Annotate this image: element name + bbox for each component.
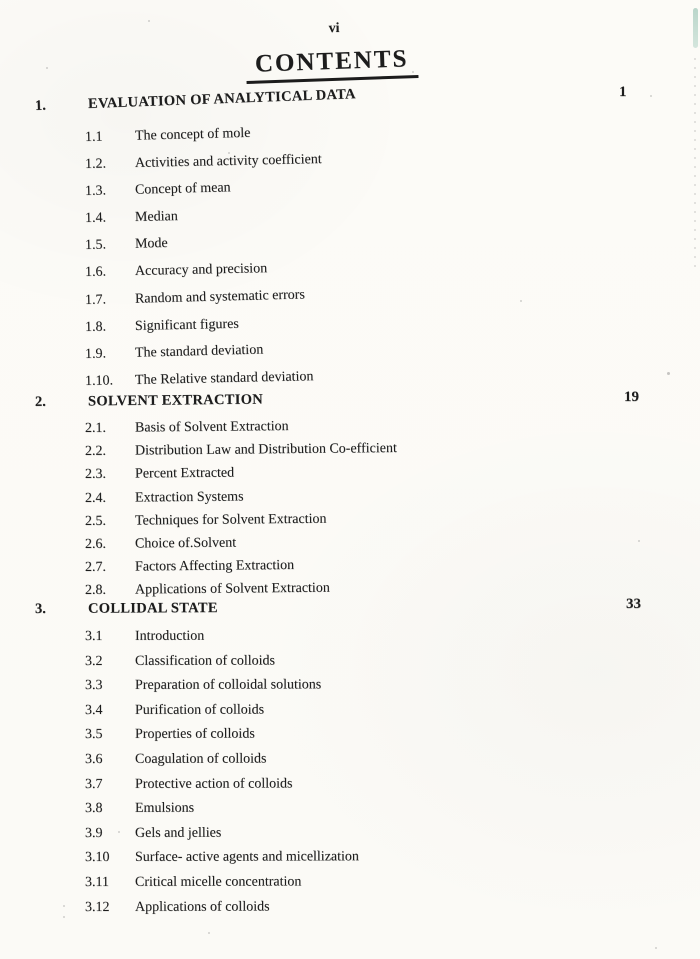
- section-title: COLLIDAL STATE: [87, 600, 218, 617]
- section-page-number: 1: [619, 84, 627, 100]
- toc-item-number: 1.6.: [84, 265, 107, 281]
- scan-edge-dotted-line: [694, 58, 696, 268]
- scan-speck: [655, 947, 657, 949]
- toc-item: [85, 845, 650, 871]
- toc-item-number: 3.3: [84, 678, 103, 694]
- toc-item-number: 3.8: [84, 801, 103, 817]
- toc-item-label: Preparation of colloidal solutions: [134, 677, 322, 694]
- scan-speck: [667, 372, 670, 375]
- toc-item-label: Coagulation of colloids: [134, 751, 267, 767]
- toc-item-label: Factors Affecting Extraction: [134, 558, 295, 575]
- toc-item-label: Extraction Systems: [134, 489, 244, 506]
- toc-item-label: The Relative standard deviation: [134, 369, 314, 388]
- toc-item-number: 2.1.: [84, 420, 107, 436]
- scan-speck: [228, 152, 230, 154]
- toc-item-label: Techniques for Solvent Extraction: [134, 511, 327, 529]
- toc-item-number: 3.4: [84, 702, 103, 718]
- toc-item-number: 3.2: [84, 653, 103, 669]
- scan-speck: [412, 71, 414, 73]
- toc-item: [85, 722, 650, 748]
- section-title: EVALUATION OF ANALYTICAL DATA: [87, 86, 357, 113]
- toc-item-number: 1.10.: [84, 373, 114, 389]
- toc-item-label: Surface- active agents and micellization: [134, 849, 359, 866]
- toc-item: [85, 697, 650, 723]
- toc-item-label: Gels and jellies: [134, 825, 222, 841]
- toc-item-number: 3.7: [84, 776, 103, 792]
- folio-page-number: vi: [328, 20, 340, 37]
- section-items: [85, 124, 650, 395]
- toc-item-number: 1.9.: [84, 346, 107, 362]
- toc-item-number: 2.4.: [84, 490, 107, 506]
- toc-item-label: Critical micelle concentration: [134, 874, 302, 890]
- toc-item-label: Purification of colloids: [134, 702, 265, 718]
- scan-speck: [208, 932, 210, 934]
- toc-item-number: 3.1: [84, 628, 103, 644]
- toc-item: [85, 771, 650, 797]
- toc-item: [85, 869, 650, 895]
- scan-speck: [63, 916, 65, 918]
- toc-item-label: Significant figures: [134, 316, 239, 334]
- toc-item: [85, 648, 650, 674]
- page-title: CONTENTS: [246, 45, 419, 84]
- toc-item-label: Introduction: [134, 628, 205, 644]
- toc-item-number: 2.7.: [84, 559, 107, 576]
- toc-item-number: 3.11: [84, 874, 110, 890]
- toc-item-label: Applications of Solvent Extraction: [134, 580, 330, 598]
- toc-item-number: 1.7.: [84, 292, 107, 308]
- toc-item-label: Mode: [134, 236, 168, 253]
- toc-item-number: 3.9: [84, 825, 103, 841]
- toc-item-number: 2.2.: [84, 443, 107, 460]
- toc-item-label: The standard deviation: [134, 342, 264, 361]
- toc-section-1: [34, 86, 650, 395]
- scan-speck: [118, 831, 120, 833]
- toc-item: [85, 820, 650, 846]
- scan-speck: [46, 67, 48, 69]
- toc-item: [85, 894, 650, 920]
- toc-item-number: 2.6.: [84, 536, 107, 552]
- section-number: 2.: [34, 393, 46, 410]
- toc-item: [85, 673, 650, 699]
- toc-item-label: Properties of colloids: [134, 726, 255, 743]
- section-page-number: 33: [626, 596, 641, 612]
- toc-item-number: 1.1: [84, 129, 103, 145]
- toc-item-label: Accuracy and precision: [134, 261, 268, 280]
- section-items: [85, 625, 650, 920]
- scan-speck: [638, 540, 640, 542]
- scan-speck: [63, 905, 65, 907]
- toc-item: [85, 746, 650, 772]
- scan-edge-smudge: [693, 8, 698, 48]
- toc-item: [85, 624, 650, 650]
- toc-item-label: Applications of colloids: [134, 899, 270, 915]
- toc-item-number: 2.5.: [84, 513, 107, 529]
- toc-item-number: 1.8.: [84, 319, 107, 335]
- scan-speck: [520, 300, 522, 302]
- toc-item-label: Choice of.Solvent: [134, 535, 237, 552]
- toc-item-number: 3.12: [84, 899, 110, 915]
- toc-item-label: Median: [134, 209, 178, 226]
- toc-item-label: Activities and activity coefficient: [134, 152, 322, 172]
- section-page-number: 19: [624, 389, 639, 405]
- toc-item-label: Percent Extracted: [134, 465, 235, 482]
- toc-item-number: 2.3.: [84, 467, 107, 483]
- toc-item-number: 1.4.: [84, 210, 107, 227]
- section-number: 1.: [34, 97, 47, 114]
- scan-speck: [650, 95, 652, 97]
- toc-item-label: The concept of mole: [134, 125, 251, 144]
- toc-item-number: 1.5.: [84, 237, 107, 254]
- toc-item-number: 3.10: [84, 850, 110, 866]
- toc-item-number: 3.5: [84, 727, 103, 743]
- section-title: SOLVENT EXTRACTION: [87, 391, 264, 410]
- toc-item-number: 1.3.: [84, 183, 107, 200]
- toc-item-number: 3.6: [84, 751, 103, 767]
- toc-item-number: 1.2.: [84, 156, 107, 173]
- section-number: 3.: [34, 600, 46, 617]
- toc-item-label: Emulsions: [134, 800, 195, 817]
- toc-item-label: Distribution Law and Distribution Co-efficient: [134, 441, 397, 459]
- scan-speck: [148, 20, 150, 22]
- section-heading: [35, 596, 650, 619]
- toc-item-number: 2.8.: [84, 583, 107, 599]
- toc-item: [85, 796, 650, 822]
- toc-item-label: Random and systematic errors: [134, 287, 306, 307]
- toc-item-label: Basis of Solvent Extraction: [134, 419, 289, 436]
- toc-item-label: Classification of colloids: [134, 653, 276, 669]
- toc-section-2: [35, 392, 650, 603]
- toc-section-3: [35, 599, 650, 920]
- toc-item-label: Concept of mean: [134, 180, 231, 198]
- section-items: [85, 417, 650, 603]
- toc-item-label: Protective action of colloids: [134, 776, 293, 792]
